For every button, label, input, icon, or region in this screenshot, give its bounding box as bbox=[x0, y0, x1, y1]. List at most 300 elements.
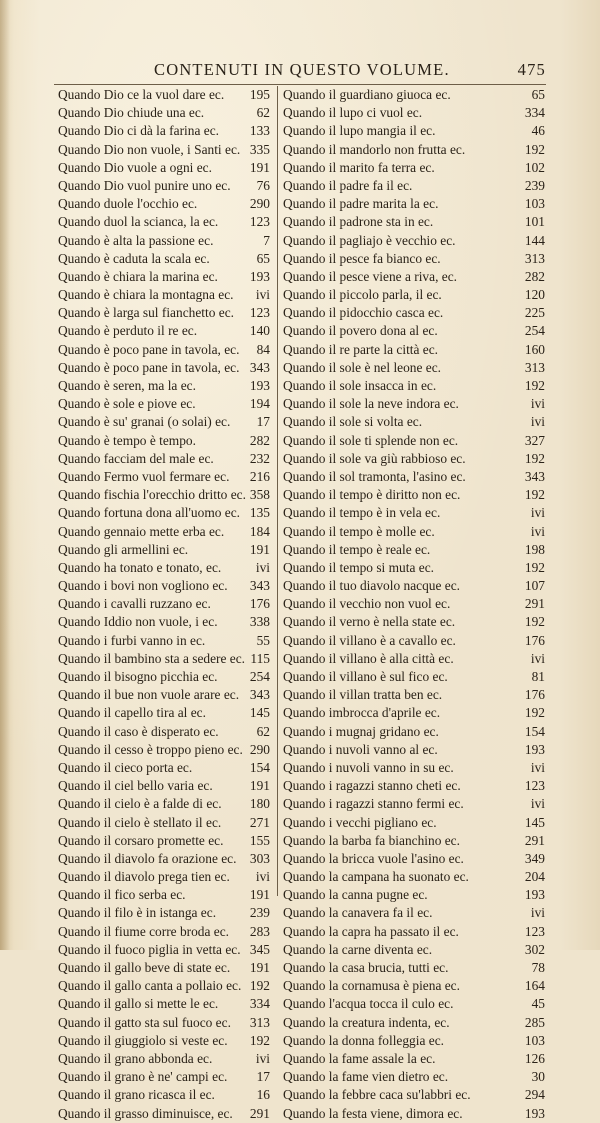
index-entry bbox=[58, 1068, 270, 1086]
index-entry bbox=[283, 632, 545, 650]
entry-text: Quando fortuna dona all'uomo ec. bbox=[58, 505, 241, 521]
running-header bbox=[56, 60, 546, 84]
entry-page-ref: 140 bbox=[249, 323, 270, 339]
entry-text: Quando il lupo ci vuol ec. bbox=[283, 105, 423, 121]
entry-page-ref: 81 bbox=[531, 669, 545, 684]
entry-page-ref: 7 bbox=[263, 232, 270, 248]
index-entry bbox=[283, 1014, 545, 1032]
entry-page-ref: 254 bbox=[249, 669, 270, 684]
entry-text: Quando i ragazzi stanno cheti ec. bbox=[283, 778, 461, 794]
entry-page-ref: 133 bbox=[249, 123, 270, 139]
index-entry bbox=[58, 104, 270, 122]
entry-page-ref: 46 bbox=[531, 123, 545, 139]
entry-page-ref: 334 bbox=[249, 996, 270, 1012]
column-divider bbox=[277, 86, 278, 896]
index-entry bbox=[58, 141, 270, 159]
index-entry bbox=[283, 559, 545, 577]
entry-text: Quando il fiume corre broda ec. bbox=[58, 923, 230, 939]
entry-text: Quando duol la scianca, la ec. bbox=[58, 214, 219, 230]
entry-page-ref: 115 bbox=[250, 650, 270, 666]
entry-page-ref: 294 bbox=[524, 1087, 545, 1103]
index-entry bbox=[58, 213, 270, 231]
entry-text: Quando la canna pugne ec. bbox=[283, 887, 428, 903]
entry-text: Quando il gatto sta sul fuoco ec. bbox=[58, 1014, 231, 1030]
entry-text: Quando fischia l'orecchio dritto ec. bbox=[58, 487, 246, 503]
index-entry bbox=[283, 650, 545, 668]
index-entry bbox=[58, 395, 270, 413]
entry-text: Quando il tempo è molle ec. bbox=[283, 523, 435, 539]
entry-page-ref: 343 bbox=[249, 687, 270, 703]
entry-page-ref: 313 bbox=[524, 250, 545, 266]
entry-page-ref: 291 bbox=[524, 832, 545, 848]
entry-page-ref: 184 bbox=[249, 523, 270, 539]
entry-page-ref: 343 bbox=[524, 468, 545, 484]
entry-page-ref: 103 bbox=[524, 196, 545, 212]
entry-page-ref: 192 bbox=[524, 705, 545, 721]
index-entry bbox=[283, 359, 545, 377]
index-entry bbox=[58, 904, 270, 922]
entry-text: Quando la carne diventa ec. bbox=[283, 941, 433, 957]
entry-page-ref: 17 bbox=[256, 1069, 270, 1085]
index-entry bbox=[283, 1105, 545, 1123]
entry-page-ref: 103 bbox=[524, 1032, 545, 1048]
entry-text: Quando è larga sul fianchetto ec. bbox=[58, 305, 234, 321]
index-entry bbox=[58, 832, 270, 850]
entry-text: Quando il sole la neve indora ec. bbox=[283, 396, 459, 412]
index-entry bbox=[283, 613, 545, 631]
entry-page-ref: 191 bbox=[249, 778, 270, 794]
index-entry bbox=[58, 232, 270, 250]
index-entry bbox=[58, 177, 270, 195]
entry-text: Quando gli armellini ec. bbox=[58, 541, 189, 557]
entry-page-ref: 204 bbox=[524, 869, 545, 885]
page-number: 475 bbox=[517, 60, 546, 79]
entry-page-ref: 216 bbox=[249, 468, 270, 484]
entry-page-ref: ivi bbox=[530, 796, 545, 812]
entry-text: Quando è caduta la scala ec. bbox=[58, 250, 210, 266]
entry-text: Quando il villan tratta ben ec. bbox=[283, 687, 443, 703]
entry-text: Quando è alta la passione ec. bbox=[58, 232, 214, 248]
entry-page-ref: 176 bbox=[524, 632, 545, 648]
entry-page-ref: 180 bbox=[249, 796, 270, 812]
entry-page-ref: 160 bbox=[524, 341, 545, 357]
index-entry bbox=[58, 486, 270, 504]
entry-page-ref: 239 bbox=[249, 905, 270, 921]
entry-page-ref: 345 bbox=[249, 941, 270, 957]
header-rule bbox=[54, 84, 546, 85]
entry-page-ref: ivi bbox=[530, 650, 545, 666]
index-entry bbox=[58, 632, 270, 650]
entry-text: Quando il ciel bello varia ec. bbox=[58, 778, 213, 794]
index-entry bbox=[283, 286, 545, 304]
entry-text: Quando duole l'occhio ec. bbox=[58, 196, 198, 212]
index-entry bbox=[283, 832, 545, 850]
index-entry bbox=[283, 413, 545, 431]
entry-page-ref: 349 bbox=[524, 850, 545, 866]
index-entry bbox=[283, 104, 545, 122]
entry-page-ref: ivi bbox=[530, 523, 545, 539]
index-entry bbox=[283, 686, 545, 704]
entry-page-ref: 193 bbox=[524, 1105, 545, 1121]
entry-page-ref: ivi bbox=[530, 505, 545, 521]
entry-page-ref: 192 bbox=[524, 141, 545, 157]
index-column-right bbox=[283, 86, 545, 1123]
entry-page-ref: 191 bbox=[249, 541, 270, 557]
entry-page-ref: 285 bbox=[524, 1014, 545, 1030]
entry-text: Quando il sole insacca in ec. bbox=[283, 378, 437, 393]
index-entry bbox=[58, 995, 270, 1013]
entry-text: Quando il pesce fa bianco ec. bbox=[283, 250, 441, 266]
entry-page-ref: ivi bbox=[530, 396, 545, 412]
entry-page-ref: 107 bbox=[524, 578, 545, 594]
entry-page-ref: 101 bbox=[524, 214, 545, 230]
entry-page-ref: ivi bbox=[530, 759, 545, 775]
entry-text: Quando il filo è in istanga ec. bbox=[58, 905, 217, 921]
entry-text: Quando il fuoco piglia in vetta ec. bbox=[58, 941, 241, 957]
entry-page-ref: 154 bbox=[524, 723, 545, 739]
entry-page-ref: 283 bbox=[249, 923, 270, 939]
index-entry bbox=[283, 723, 545, 741]
index-entry bbox=[58, 195, 270, 213]
index-entry bbox=[58, 1105, 270, 1123]
entry-page-ref: 16 bbox=[256, 1087, 270, 1103]
entry-page-ref: 65 bbox=[256, 250, 270, 266]
index-entry bbox=[283, 741, 545, 759]
index-entry bbox=[283, 668, 545, 686]
entry-text: Quando la festa viene, dimora ec. bbox=[283, 1105, 463, 1121]
entry-page-ref: 290 bbox=[249, 196, 270, 212]
entry-page-ref: 78 bbox=[531, 960, 545, 975]
index-entry bbox=[58, 814, 270, 832]
index-entry bbox=[283, 814, 545, 832]
index-entry bbox=[58, 850, 270, 868]
index-entry bbox=[283, 122, 545, 140]
entry-page-ref: ivi bbox=[255, 559, 270, 575]
index-entry bbox=[58, 250, 270, 268]
index-entry bbox=[283, 468, 545, 486]
entry-text: Quando la barba fa bianchino ec. bbox=[283, 832, 460, 848]
index-entry bbox=[283, 322, 545, 340]
index-entry bbox=[58, 541, 270, 559]
entry-text: Quando la casa brucia, tutti ec. bbox=[283, 960, 449, 975]
entry-text: Quando gennaio mette erba ec. bbox=[58, 523, 225, 539]
index-entry bbox=[283, 250, 545, 268]
entry-text: Quando il pesce viene a riva, ec. bbox=[283, 268, 457, 284]
index-entry bbox=[283, 595, 545, 613]
index-entry bbox=[58, 468, 270, 486]
entry-text: Quando il cielo è a falde di ec. bbox=[58, 796, 222, 812]
entry-page-ref: 313 bbox=[524, 359, 545, 375]
index-entry bbox=[283, 232, 545, 250]
entry-text: Quando Iddio non vuole, i ec. bbox=[58, 614, 218, 630]
entry-text: Quando i cavalli ruzzano ec. bbox=[58, 596, 211, 612]
entry-page-ref: 302 bbox=[524, 941, 545, 957]
index-entry bbox=[58, 886, 270, 904]
entry-text: Quando Dio ci dà la farina ec. bbox=[58, 123, 219, 139]
entry-page-ref: 343 bbox=[249, 359, 270, 375]
entry-text: Quando il guardiano giuoca ec. bbox=[283, 87, 451, 102]
entry-text: Quando il sole si volta ec. bbox=[283, 414, 423, 430]
entry-page-ref: ivi bbox=[255, 1050, 270, 1066]
entry-text: Quando il gallo canta a pollaio ec. bbox=[58, 978, 242, 994]
entry-text: Quando il caso è disperato ec. bbox=[58, 723, 219, 739]
entry-page-ref: 195 bbox=[249, 87, 270, 102]
entry-text: Quando il piccolo parla, il ec. bbox=[283, 287, 442, 303]
entry-text: Quando il tempo è reale ec. bbox=[283, 541, 431, 557]
entry-text: Quando Dio vuole a ogni ec. bbox=[58, 159, 212, 175]
entry-text: Quando il grasso diminuisce, ec. bbox=[58, 1105, 233, 1121]
entry-page-ref: 225 bbox=[524, 305, 545, 321]
index-entry bbox=[283, 868, 545, 886]
index-entry bbox=[58, 450, 270, 468]
entry-page-ref: 154 bbox=[249, 759, 270, 775]
entry-text: Quando il tuo diavolo nacque ec. bbox=[283, 578, 461, 594]
entry-page-ref: 144 bbox=[524, 232, 545, 248]
entry-page-ref: 191 bbox=[249, 960, 270, 975]
entry-text: Quando la fame vien dietro ec. bbox=[283, 1069, 449, 1085]
entry-text: Quando la capra ha passato il ec. bbox=[283, 923, 459, 939]
entry-page-ref: 271 bbox=[249, 814, 270, 830]
entry-page-ref: 84 bbox=[256, 341, 270, 357]
entry-text: Quando il tempo è diritto non ec. bbox=[283, 487, 461, 503]
entry-text: Quando il gallo beve di state ec. bbox=[58, 960, 231, 975]
entry-text: Quando il villano è alla città ec. bbox=[283, 650, 454, 666]
entry-text: Quando il pagliajo è vecchio ec. bbox=[283, 232, 456, 248]
entry-text: Quando la febbre caca su'labbri ec. bbox=[283, 1087, 471, 1103]
entry-page-ref: 176 bbox=[524, 687, 545, 703]
index-entry bbox=[283, 450, 545, 468]
entry-page-ref: 291 bbox=[249, 1105, 270, 1121]
entry-page-ref: 123 bbox=[524, 923, 545, 939]
page-title: CONTENUTI IN QUESTO VOLUME. bbox=[154, 60, 450, 79]
index-entry bbox=[58, 413, 270, 431]
index-entry bbox=[58, 959, 270, 977]
entry-page-ref: 313 bbox=[249, 1014, 270, 1030]
page-edge-shadow bbox=[0, 0, 10, 950]
index-entry bbox=[58, 723, 270, 741]
entry-page-ref: 193 bbox=[249, 268, 270, 284]
index-entry bbox=[58, 341, 270, 359]
index-entry bbox=[283, 977, 545, 995]
index-entry bbox=[283, 850, 545, 868]
entry-page-ref: 343 bbox=[249, 578, 270, 594]
entry-page-ref: 164 bbox=[524, 978, 545, 994]
entry-text: Quando il sole è nel leone ec. bbox=[283, 359, 442, 375]
entry-page-ref: 358 bbox=[249, 487, 270, 503]
index-entry bbox=[283, 1068, 545, 1086]
entry-text: Quando il vecchio non vuol ec. bbox=[283, 596, 451, 612]
entry-text: Quando il diavolo prega tien ec. bbox=[58, 869, 230, 885]
entry-page-ref: 123 bbox=[249, 214, 270, 230]
entry-page-ref: 192 bbox=[524, 614, 545, 630]
entry-text: Quando è chiara la montagna ec. bbox=[58, 287, 234, 303]
entry-text: Quando il sol tramonta, l'asino ec. bbox=[283, 468, 466, 484]
entry-text: Quando il bambino sta a sedere ec. bbox=[58, 650, 246, 666]
entry-text: Quando la fame assale la ec. bbox=[283, 1050, 436, 1066]
index-column-left bbox=[58, 86, 270, 1123]
index-entry bbox=[283, 904, 545, 922]
entry-text: Quando il grano abbonda ec. bbox=[58, 1050, 213, 1066]
entry-page-ref: 193 bbox=[249, 378, 270, 393]
entry-text: Quando è tempo è tempo. bbox=[58, 432, 196, 448]
index-entry bbox=[58, 432, 270, 450]
index-entry bbox=[58, 777, 270, 795]
entry-page-ref: ivi bbox=[255, 869, 270, 885]
entry-text: Quando i nuvoli vanno al ec. bbox=[283, 741, 438, 757]
entry-text: Quando il fico serba ec. bbox=[58, 887, 186, 903]
index-entry bbox=[58, 577, 270, 595]
index-entry bbox=[283, 704, 545, 722]
index-entry bbox=[283, 1050, 545, 1068]
index-entry bbox=[58, 504, 270, 522]
index-entry bbox=[58, 1014, 270, 1032]
entry-text: Quando il grano è ne' campi ec. bbox=[58, 1069, 228, 1085]
entry-page-ref: 282 bbox=[249, 432, 270, 448]
index-entry bbox=[283, 504, 545, 522]
entry-text: Quando la cornamusa è piena ec. bbox=[283, 978, 460, 994]
index-entry bbox=[283, 777, 545, 795]
index-entry bbox=[58, 795, 270, 813]
index-entry bbox=[283, 213, 545, 231]
entry-page-ref: 254 bbox=[524, 323, 545, 339]
entry-text: Quando ha tonato e tonato, ec. bbox=[58, 559, 222, 575]
entry-page-ref: 192 bbox=[524, 559, 545, 575]
entry-page-ref: 145 bbox=[249, 705, 270, 721]
index-entry bbox=[283, 432, 545, 450]
entry-page-ref: 194 bbox=[249, 396, 270, 412]
entry-text: Quando il tempo è in vela ec. bbox=[283, 505, 441, 521]
entry-text: Quando il pidocchio casca ec. bbox=[283, 305, 444, 321]
entry-text: Quando il gallo si mette le ec. bbox=[58, 996, 219, 1012]
entry-page-ref: 45 bbox=[531, 996, 545, 1012]
entry-page-ref: ivi bbox=[530, 905, 545, 921]
entry-text: Quando Fermo vuol fermare ec. bbox=[58, 468, 230, 484]
index-entry bbox=[58, 122, 270, 140]
entry-page-ref: 192 bbox=[524, 378, 545, 393]
entry-text: Quando il sole ti splende non ec. bbox=[283, 432, 459, 448]
entry-page-ref: 17 bbox=[256, 414, 270, 430]
entry-text: Quando il cielo è stellato il ec. bbox=[58, 814, 222, 830]
entry-text: Quando Dio ce la vuol dare ec. bbox=[58, 87, 225, 102]
entry-text: Quando facciam del male ec. bbox=[58, 450, 214, 466]
entry-page-ref: 327 bbox=[524, 432, 545, 448]
index-entry bbox=[58, 650, 270, 668]
index-entry bbox=[58, 86, 270, 104]
index-entry bbox=[283, 141, 545, 159]
index-entry bbox=[283, 1032, 545, 1050]
entry-text: Quando il padrone sta in ec. bbox=[283, 214, 434, 230]
entry-page-ref: 135 bbox=[249, 505, 270, 521]
entry-text: Quando il tempo si muta ec. bbox=[283, 559, 434, 575]
entry-text: Quando Dio chiude una ec. bbox=[58, 105, 205, 121]
entry-page-ref: 191 bbox=[249, 887, 270, 903]
index-entry bbox=[58, 559, 270, 577]
entry-page-ref: 282 bbox=[524, 268, 545, 284]
entry-text: Quando il capello tira al ec. bbox=[58, 705, 206, 721]
index-entry bbox=[283, 268, 545, 286]
entry-page-ref: 76 bbox=[256, 177, 270, 193]
entry-page-ref: 145 bbox=[524, 814, 545, 830]
entry-text: Quando è sole e piove ec. bbox=[58, 396, 196, 412]
entry-page-ref: 198 bbox=[524, 541, 545, 557]
index-entry bbox=[58, 1032, 270, 1050]
entry-text: Quando è perduto il re ec. bbox=[58, 323, 198, 339]
index-entry bbox=[58, 923, 270, 941]
entry-page-ref: 290 bbox=[249, 741, 270, 757]
entry-text: Quando è chiara la marina ec. bbox=[58, 268, 218, 284]
index-entry bbox=[283, 195, 545, 213]
entry-text: Quando Dio vuol punire uno ec. bbox=[58, 177, 231, 193]
entry-text: Quando imbrocca d'aprile ec. bbox=[283, 705, 441, 721]
entry-text: Quando è su' granai (o solai) ec. bbox=[58, 414, 231, 430]
entry-page-ref: 192 bbox=[524, 487, 545, 503]
entry-text: Quando il padre fa il ec. bbox=[283, 177, 413, 193]
index-entry bbox=[283, 341, 545, 359]
entry-text: Quando il bue non vuole arare ec. bbox=[58, 687, 240, 703]
entry-page-ref: ivi bbox=[530, 414, 545, 430]
entry-page-ref: 303 bbox=[249, 850, 270, 866]
index-entry bbox=[58, 286, 270, 304]
entry-text: Quando il grano ricasca il ec. bbox=[58, 1087, 215, 1103]
entry-text: Quando il diavolo fa orazione ec. bbox=[58, 850, 237, 866]
entry-page-ref: 176 bbox=[249, 596, 270, 612]
entry-page-ref: 193 bbox=[524, 887, 545, 903]
entry-text: Quando l'acqua tocca il culo ec. bbox=[283, 996, 454, 1012]
entry-text: Quando i furbi vanno in ec. bbox=[58, 632, 206, 648]
entry-page-ref: 155 bbox=[249, 832, 270, 848]
entry-page-ref: 291 bbox=[524, 596, 545, 612]
entry-text: Quando il sole va giù rabbioso ec. bbox=[283, 450, 466, 466]
index-entry bbox=[283, 304, 545, 322]
index-entry bbox=[283, 1086, 545, 1104]
index-entry bbox=[58, 759, 270, 777]
entry-page-ref: 192 bbox=[249, 1032, 270, 1048]
entry-page-ref: 126 bbox=[524, 1050, 545, 1066]
entry-text: Quando il re parte la città ec. bbox=[283, 341, 439, 357]
index-entry bbox=[58, 977, 270, 995]
entry-page-ref: 120 bbox=[524, 287, 545, 303]
entry-page-ref: 192 bbox=[524, 450, 545, 466]
index-entry bbox=[283, 395, 545, 413]
entry-text: Quando è poco pane in tavola, ec. bbox=[58, 359, 240, 375]
index-entry bbox=[58, 595, 270, 613]
entry-page-ref: 62 bbox=[256, 723, 270, 739]
entry-text: Quando il cesso è troppo pieno ec. bbox=[58, 741, 243, 757]
index-entry bbox=[283, 795, 545, 813]
entry-page-ref: 338 bbox=[249, 614, 270, 630]
index-entry bbox=[283, 523, 545, 541]
index-entry bbox=[58, 613, 270, 631]
index-entry bbox=[283, 377, 545, 395]
entry-text: Quando il villano è a cavallo ec. bbox=[283, 632, 456, 648]
entry-text: Quando la donna folleggia ec. bbox=[283, 1032, 445, 1048]
entry-page-ref: 62 bbox=[256, 105, 270, 121]
entry-text: Quando il marito fa terra ec. bbox=[283, 159, 435, 175]
entry-text: Quando è poco pane in tavola, ec. bbox=[58, 341, 240, 357]
entry-text: Quando la campana ha suonato ec. bbox=[283, 869, 469, 885]
index-entry bbox=[58, 159, 270, 177]
entry-page-ref: 334 bbox=[524, 105, 545, 121]
entry-page-ref: 123 bbox=[524, 778, 545, 794]
entry-page-ref: 191 bbox=[249, 159, 270, 175]
index-entry bbox=[58, 704, 270, 722]
index-entry bbox=[283, 995, 545, 1013]
entry-text: Quando la bricca vuole l'asino ec. bbox=[283, 850, 464, 866]
entry-text: Quando i nuvoli vanno in su ec. bbox=[283, 759, 454, 775]
entry-text: Quando i ragazzi stanno fermi ec. bbox=[283, 796, 464, 812]
entry-page-ref: 30 bbox=[531, 1069, 545, 1085]
index-entry bbox=[283, 923, 545, 941]
